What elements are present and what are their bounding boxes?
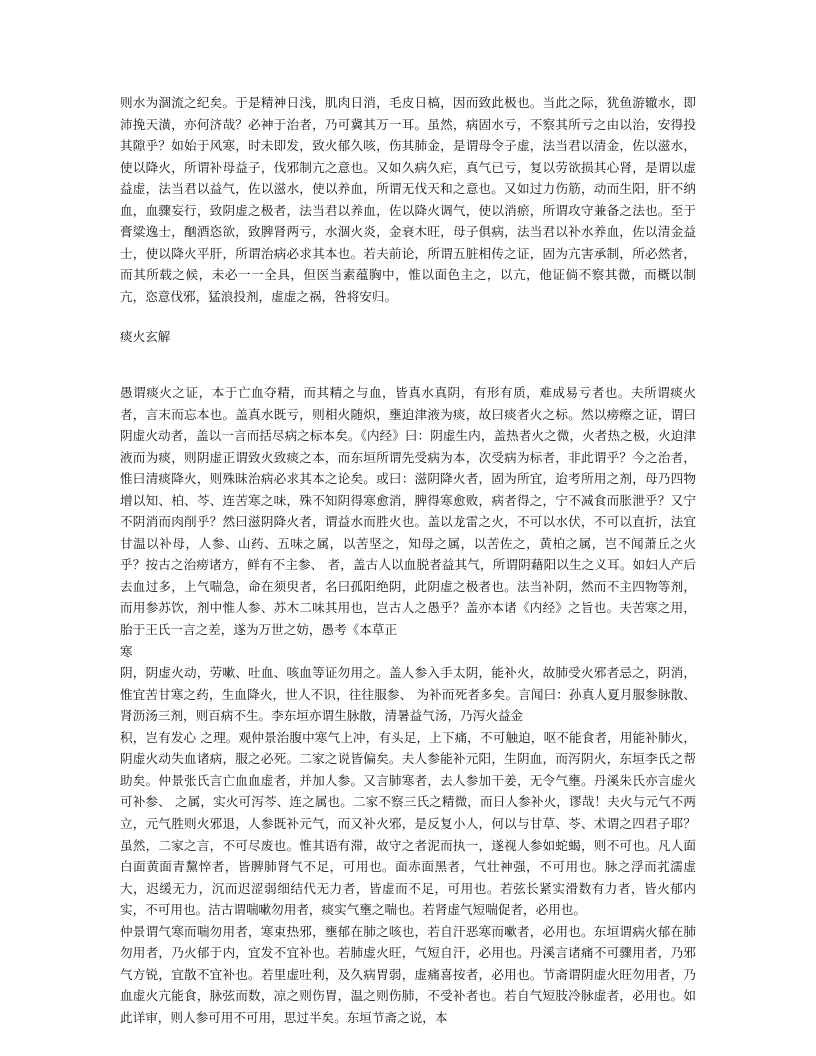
section-heading: 痰火玄解 — [120, 329, 171, 345]
body-line: 寒 — [120, 643, 133, 659]
document-page — [120, 92, 696, 1028]
body-paragraph: 阴，阴虚火动，劳嗽、吐血、咳血等证勿用之。盖人参入手太阴，能补火，故肺受火邪者忌之，阴消，惟宜苦甘寒之药，生血降火，世人不识，往往服参、 为补而死者多矣。言闻曰：孙真人夏月服参脉散、肾沥汤三剂，则百病不生。李东垣亦谓生脉散，清暑益气汤，乃泻火益金 — [120, 665, 696, 724]
body-paragraph: 则水为涸流之纪矣。于是精神日浅，肌肉日消，毛皮日槁，因而致此极也。当此之际，犹鱼游辙水，即沛挽天潢，亦何济哉？必神于治者，乃可冀其万一耳。虽然，病固水亏，不察其所亏之由以治，安得投其隙乎？如始于风寒，时未即发，致火郁久咳，伤其肺金，是谓母令子虚，法当君以清金，佐以滋水，使以降火，所谓补母益子，伐邪制亢之意也。又如久病久疟，真气已亏，复以劳欲损其心肾，是谓以虚益虚，法当君以益气，佐以滋水，使以养血，所谓无伐天和之意也。又如过力伤筋，动而生阳，肝不纳血，血骤妄行，致阴虚之极者，法当君以养血，佐以降火调气，使以消瘀，所谓攻守兼备之法也。至于膏粱逸士，酗酒恣欲，致脾肾两亏，水涸火炎，金衰木旺，母子俱病，法当君以补水养血，佐以清金益士，使以降火平肝，所谓治病必求其本也。若夫前论，所谓五脏相传之证，固为亢害承制，所必然者，而其所载之候，未必一一全具，但医当素蕴胸中，惟以面色主之，以亢，他证倘不察其微，而概以制亢，恣意伐邪，猛浪投剂，虚虚之祸，咎将安归。 — [120, 95, 696, 304]
body-paragraph: 愚谓痰火之证，本于亡血夺精，而其精之与血，皆真水真阴，有形有质，难成易亏者也。夫所谓痰火者，言末而忘本也。盖真水既亏，则相火随炽，壅迫津液为痰，故曰痰者火之标。然以痨瘵之证，谓曰阴虚火动者，盖以一言而括尽病之标本矣。《内经》曰：阴虚生内，盖热者火之微，火者热之极，火迫津液而为痰，则阴虚正谓致火致痰之本，而东垣所谓先受病为本，次受病为标者，非此谓乎？今之治者，惟曰清痰降火，则殊昧治病必求其本之论矣。或曰：滋阴降火者，固为所宜，迨考所用之剂，母乃四物增以知、柏、芩、连苦寒之味，殊不知阴得寒愈消，脾得寒愈败，病者得之，宁不减食而胀泄乎？又宁不阴消而肉削乎？然曰滋阴降火者，谓益水而胜火也。盖以龙雷之火，不可以水伏，不可以直折，法宜甘温以补母，人参、山药、五味之属，以苦坚之，知母之属，以苦佐之，黄柏之属，岂不闻萧丘之火乎？按古之治痨诸方，鲜有不主参、 者，盖古人以血脱者益其气，所谓阴藉阳以生之义耳。如妇人产后去血过多，上气喘急，命在须臾者，名曰孤阳绝阴，此阴虚之极者也。法当补阴，然而不主四物等剂，而用参苏饮，剂中惟人参、苏木二味其用也，岂古人之愚乎？盖亦本诸《内经》之旨也。夫苦寒之用，胎于王氏一言之差，遂为万世之妨，愚考《本草正 — [120, 385, 696, 638]
body-paragraph: 仲景谓气寒而喘勿用者，寒束热邪，壅郁在肺之咳也，若自汗恶寒而嗽者，必用也。东垣谓病火郁在肺勿用者，乃火郁于内，宜发不宜补也。若肺虚火旺，气短自汗，必用也。丹溪言诸痛不可骤用者，乃邪气方锐，宜散不宜补也。若里虚吐利，及久病胃弱，虚痛喜按者，必用也。节斋谓阴虚火旺勿用者，乃血虚火亢能食，脉弦而数，凉之则伤胃，温之则伤肺，不受补者也。若自气短肢冷脉虚者，必用也。如此详审，则人参可用不可用，思过半矣。东垣节斋之说，本 — [120, 923, 696, 1025]
section-body — [120, 382, 696, 1028]
body-paragraph: 积，岂有发心 之理。观仲景治腹中寒气上冲，有头足，上下痛，不可触迫，呕不能食者，用能补肺火，阴虚火动失血诸病，服之必死。二家之说皆偏矣。夫人参能补元阳，生阴血，而泻阴火，东垣李氏之帮助矣。仲景张氏言亡血血虚者，并加人参。又言肺寒者，去人参加干姜，无令气壅。丹溪朱氏亦言虚火可补参、 之属，实火可泻芩、连之属也。二家不察三氏之精微，而日人参补火，谬哉！夫火与元气不两立，元气胜则火邪退，人参既补元气，而又补火邪，是反复小人，何以与甘草、苓、术谓之四君子耶？虽然，二家之言，不可尽废也。惟其语有滞，故守之者泥而执一，遂视人参如蛇蝎，则不可也。凡人面白面黄面青黧悴者，皆脾肺肾气不足，可用也。面赤面黑者，气壮神强，不可用也。脉之浮而芤濡虚大，迟缓无力，沉而迟涩弱细结代无力者，皆虚而不足，可用也。若弦长紧实滑数有力者，皆火郁内实，不可用也。洁古谓喘嗽勿用者，痰实气壅之喘也。若肾虚气短喘促者，必用也。 — [120, 729, 696, 918]
